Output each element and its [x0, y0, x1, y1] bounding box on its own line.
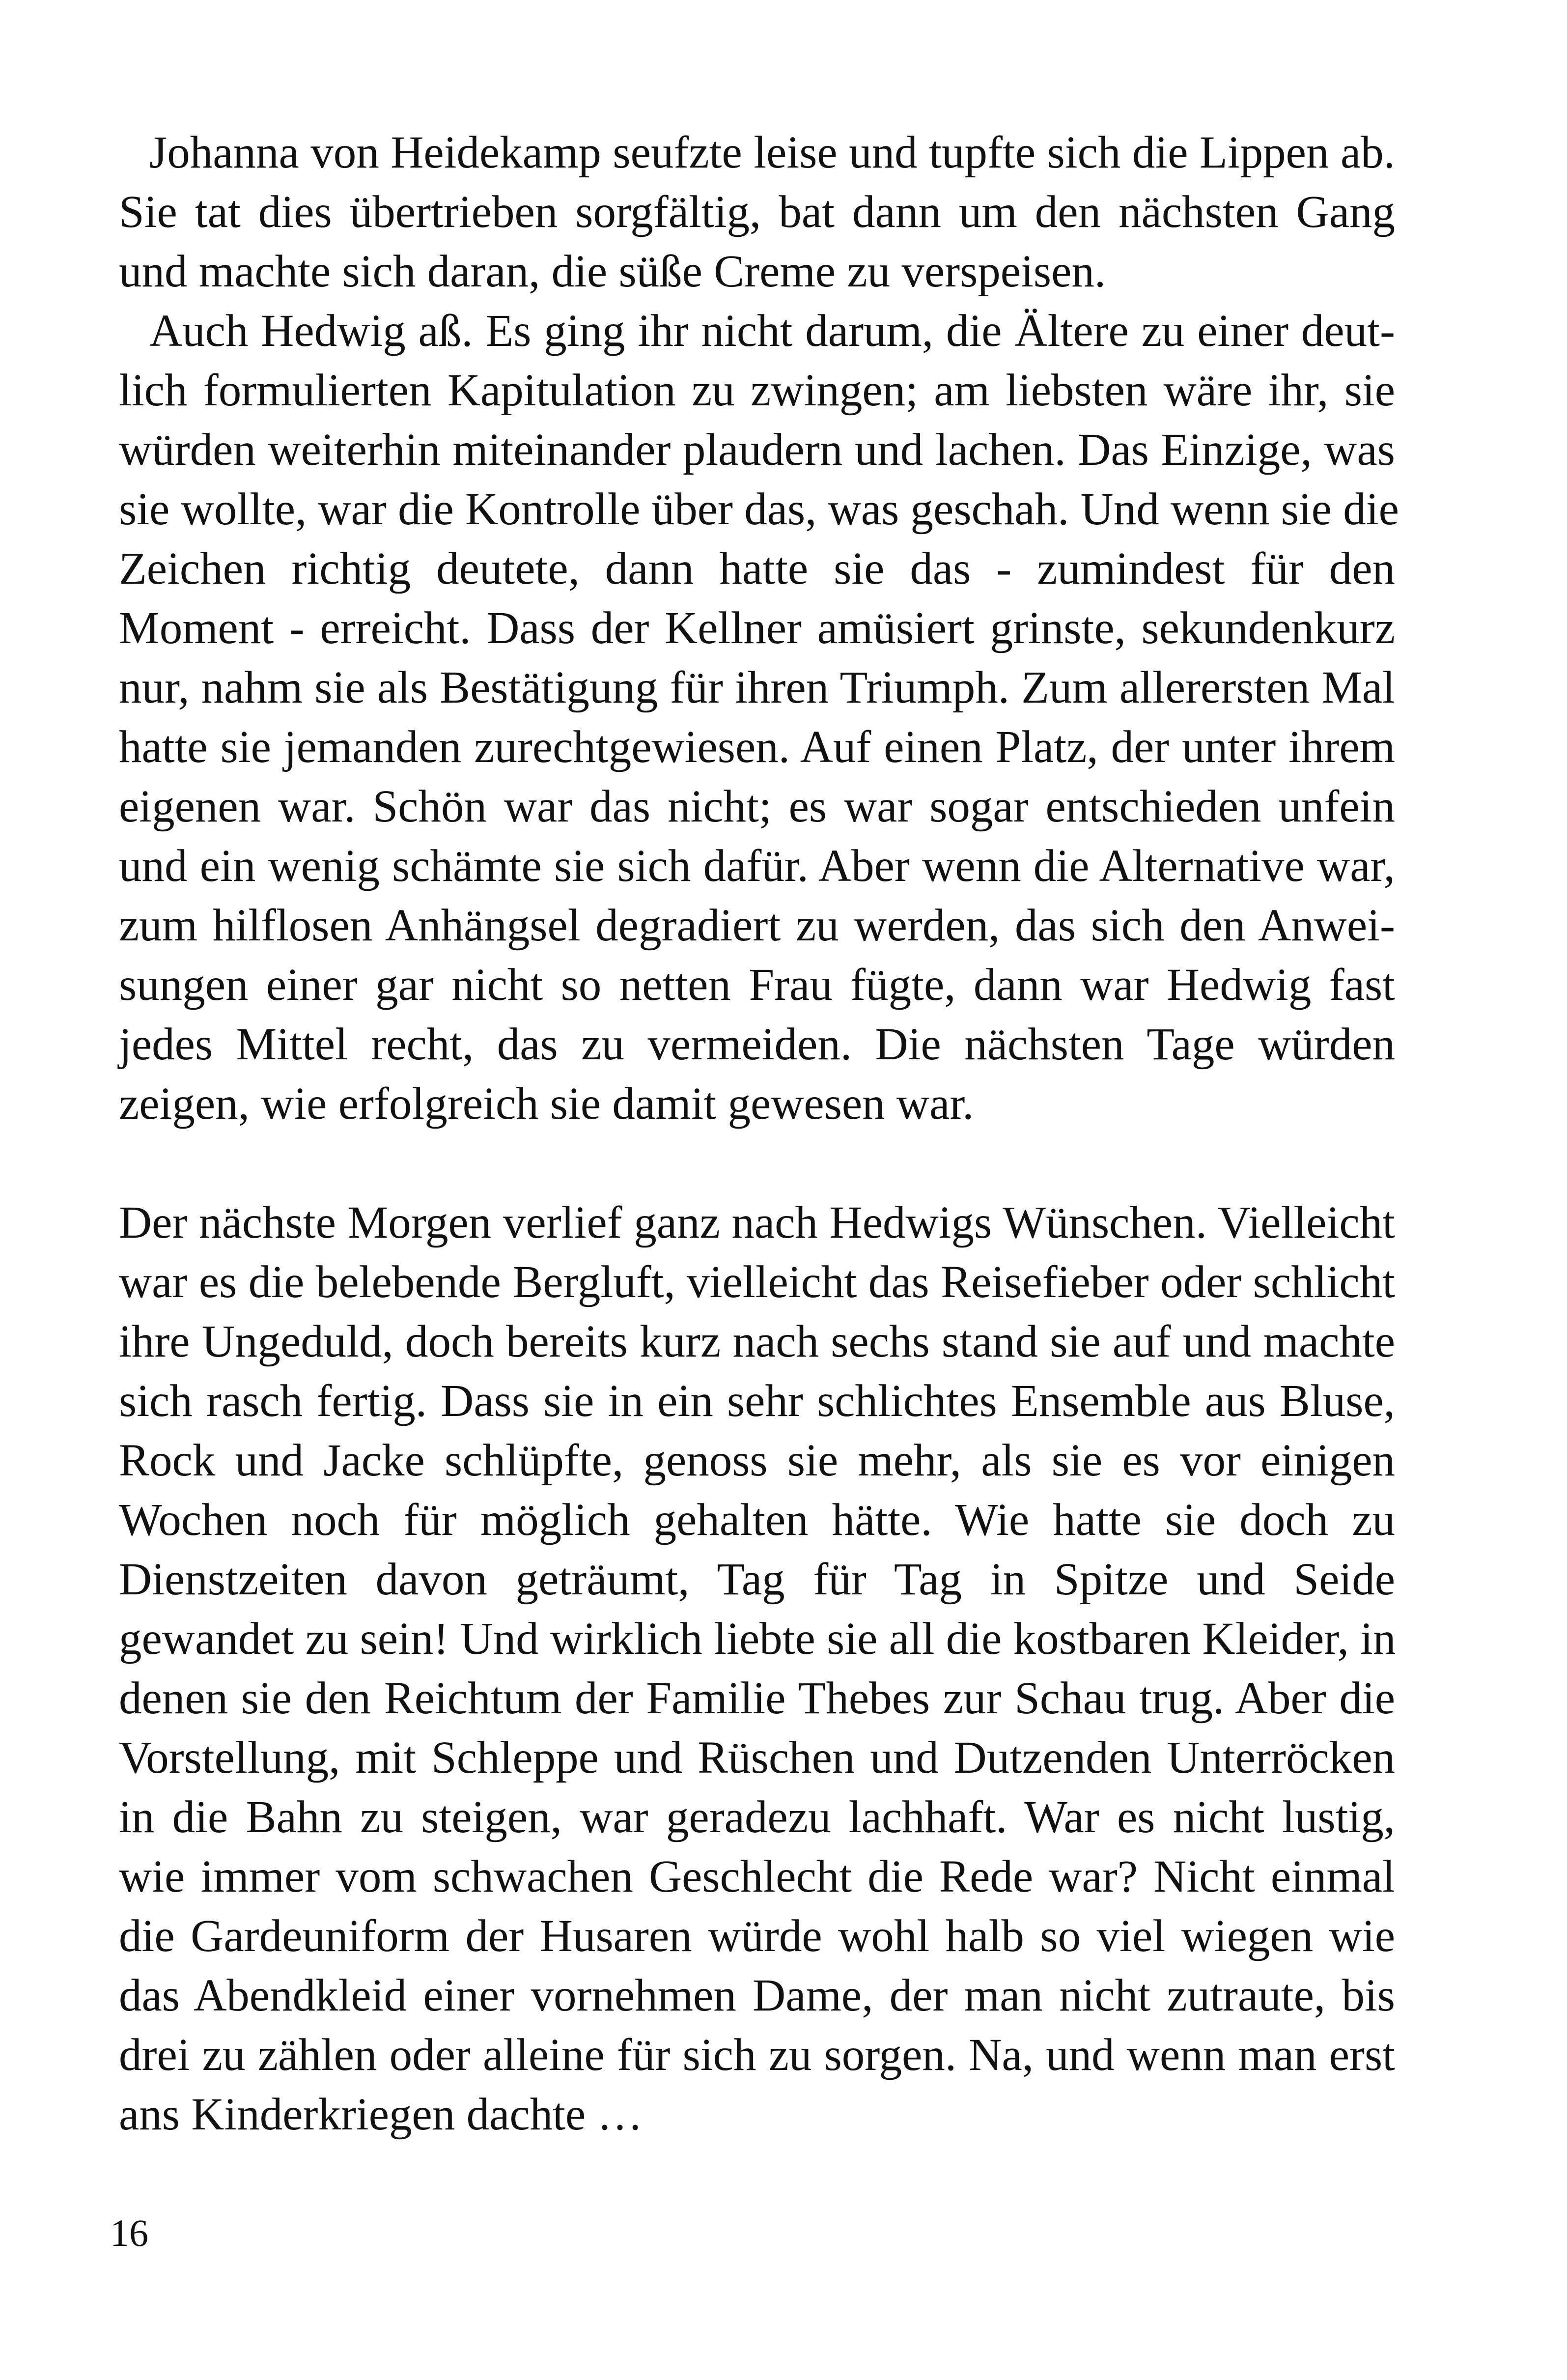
text-line: und machte sich daran, die süße Creme zu verspeisen.: [119, 246, 1106, 297]
text-line: würden weiterhin miteinander plaudern und lachen. Das Einzige, was: [119, 425, 1395, 475]
text-line: eigenen war. Schön war das nicht; es war sogar entschieden unfein: [119, 781, 1395, 832]
text-line: sich rasch fertig. Dass sie in ein sehr schlichtes Ensemble aus Bluse,: [119, 1376, 1395, 1426]
text-line: wie immer vom schwachen Geschlecht die Rede war? Nicht einmal: [119, 1851, 1395, 1902]
body-text: [119, 123, 1399, 2144]
text-line: Dienstzeiten davon geträumt, Tag für Tag in Spitze und Seide: [119, 1554, 1395, 1605]
text-line: lich formulierten Kapitulation zu zwingen; am liebsten wäre ihr, sie: [119, 365, 1395, 416]
text-line: und ein wenig schämte sie sich dafür. Aber wenn die Alternative war,: [119, 841, 1395, 891]
text-line: ihre Ungeduld, doch bereits kurz nach sechs stand sie auf und machte: [119, 1316, 1395, 1367]
text-line: war es die belebende Bergluft, vielleicht das Reisefieber oder schlicht: [119, 1257, 1395, 1307]
text-line: Vorstellung, mit Schleppe und Rüschen und Dutzenden Unterröcken: [119, 1732, 1395, 1783]
paragraph-1: [119, 123, 1395, 301]
text-line: sungen einer gar nicht so netten Frau fügte, dann war Hedwig fast: [119, 960, 1395, 1010]
text-line: zeigen, wie erfolgreich sie damit gewesen war.: [119, 1078, 974, 1129]
text-line: jedes Mittel recht, das zu vermeiden. Die nächsten Tage würden: [119, 1019, 1395, 1070]
text-line: gewandet zu sein! Und wirklich liebte sie all die kostbaren Kleider, in: [119, 1614, 1396, 1664]
text-line: Rock und Jacke schlüpfte, genoss sie mehr, als sie es vor einigen: [119, 1435, 1395, 1486]
text-line: Sie tat dies übertrieben sorgfältig, bat dann um den nächsten Gang: [119, 187, 1395, 237]
text-line: sie wollte, war die Kontrolle über das, was geschah. Und wenn sie die: [119, 484, 1399, 535]
text-line: die Gardeuniform der Husaren würde wohl halb so viel wiegen wie: [119, 1911, 1395, 1961]
text-line: drei zu zählen oder alleine für sich zu sorgen. Na, und wenn man erst: [119, 2030, 1395, 2080]
text-line: Moment - erreicht. Dass der Kellner amüsiert grinste, sekundenkurz: [119, 603, 1395, 653]
text-line: Johanna von Heidekamp seufzte leise und tupfte sich die Lippen ab.: [149, 127, 1395, 178]
text-line: zum hilflosen Anhängsel degradiert zu werden, das sich den Anwei-: [119, 900, 1395, 951]
paragraph-2: [119, 301, 1399, 1133]
text-line: ans Kinderkriegen dachte …: [119, 2089, 643, 2140]
paragraph-3: [119, 1193, 1395, 2144]
text-line: denen sie den Reichtum der Familie Thebes zur Schau trug. Aber die: [119, 1673, 1395, 1724]
text-line: in die Bahn zu steigen, war geradezu lachhaft. War es nicht lustig,: [119, 1792, 1395, 1842]
paragraph-spacer: [119, 1133, 1395, 1193]
text-line: Zeichen richtig deutete, dann hatte sie das - zumindest für den: [119, 543, 1395, 594]
text-line: nur, nahm sie als Bestätigung für ihren Triumph. Zum allerersten Mal: [119, 662, 1395, 713]
text-line: Der nächste Morgen verlief ganz nach Hedwigs Wünschen. Vielleicht: [119, 1197, 1395, 1248]
page-number: 16: [110, 2211, 148, 2254]
text-line: hatte sie jemanden zurechtgewiesen. Auf einen Platz, der unter ihrem: [119, 722, 1395, 772]
text-line: das Abendkleid einer vornehmen Dame, der man nicht zutraute, bis: [119, 1970, 1395, 2021]
text-line: Wochen noch für möglich gehalten hätte. Wie hatte sie doch zu: [119, 1495, 1395, 1545]
text-line: Auch Hedwig aß. Es ging ihr nicht darum, die Ältere zu einer deut-: [149, 306, 1395, 356]
